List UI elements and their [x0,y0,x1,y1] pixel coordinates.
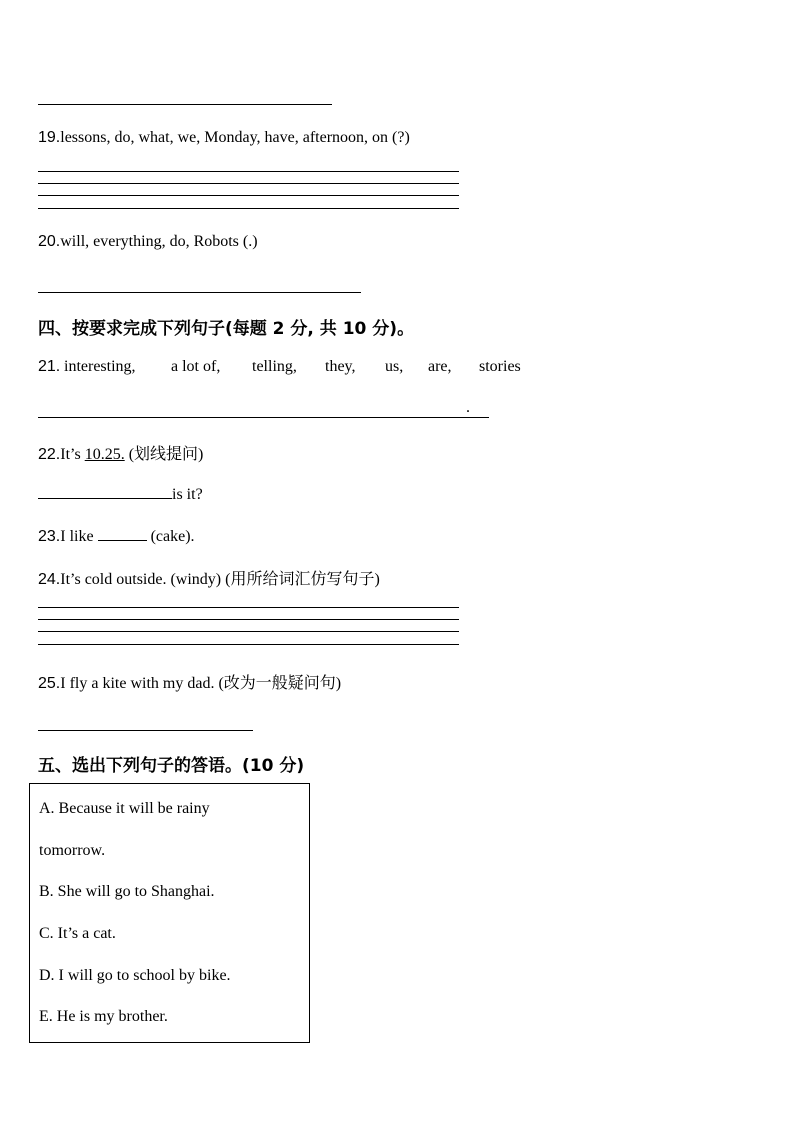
question-number: 23. [38,528,61,545]
question-text: It’s cold outside. (windy) (用所给词汇仿写句子) [60,571,380,588]
answer-line-q18[interactable] [38,104,332,105]
word-chip: telling, [252,358,297,375]
question-number: 21. [38,358,61,375]
question-22-answer [38,482,203,504]
answer-line-q21[interactable] [38,417,489,418]
answer-suffix: is it? [172,486,203,503]
answer-line-q24-4[interactable] [38,644,459,645]
question-instruction: (划线提问) [124,446,204,463]
word-chip: interesting, [64,358,136,375]
answer-blank[interactable] [38,482,172,499]
option-e: E. He is my brother. [39,1008,168,1025]
option-c: C. It’s a cat. [39,925,116,942]
question-24 [38,566,380,589]
option-b: B. She will go to Shanghai. [39,883,215,900]
section-4-heading: 四、按要求完成下列句子(每题 2 分, 共 10 分)。 [38,319,415,339]
word-chip: they, [325,358,356,375]
section-5-heading: 五、选出下列句子的答语。(10 分) [38,756,305,776]
question-number: 22. [38,446,61,463]
question-19 [38,129,410,147]
question-20 [38,233,258,251]
answer-blank[interactable] [98,524,147,541]
answer-line-q19-3[interactable] [38,195,459,196]
question-21 [38,358,60,376]
word-chip: are, [428,358,452,375]
answer-line-q25[interactable] [38,730,253,731]
word-chip: us, [385,358,404,375]
underlined-answer: 10.25. [84,446,125,463]
answer-line-q19-2[interactable] [38,183,459,184]
word-chip: stories [479,358,521,375]
answer-line-q24-2[interactable] [38,619,459,620]
question-text: lessons, do, what, we, Monday, have, afternoon, on (?) [60,129,410,146]
question-prefix: I like [60,528,98,545]
answer-line-q19-4[interactable] [38,208,459,209]
answer-options-box [29,783,310,1043]
question-number: 19. [38,129,61,146]
word-chip: a lot of, [171,358,221,375]
question-number: 25. [38,675,61,692]
question-text: will, everything, do, Robots (.) [60,233,258,250]
question-text: I fly a kite with my dad. (改为一般疑问句) [60,675,342,692]
answer-line-q24-3[interactable] [38,631,459,632]
option-d: D. I will go to school by bike. [39,967,231,984]
question-25 [38,670,341,693]
question-suffix: (cake). [146,528,195,545]
option-a-line2: tomorrow. [39,842,106,859]
question-22 [38,441,203,464]
question-prefix: It’s [60,446,85,463]
answer-line-q19-1[interactable] [38,171,459,172]
question-number: 20. [38,233,61,250]
question-23 [38,524,195,546]
question-number: 24. [38,571,61,588]
answer-line-q24-1[interactable] [38,607,459,608]
option-a-line1: A. Because it will be rainy [39,800,210,817]
answer-line-q20[interactable] [38,292,361,293]
period-mark: . [466,399,470,416]
